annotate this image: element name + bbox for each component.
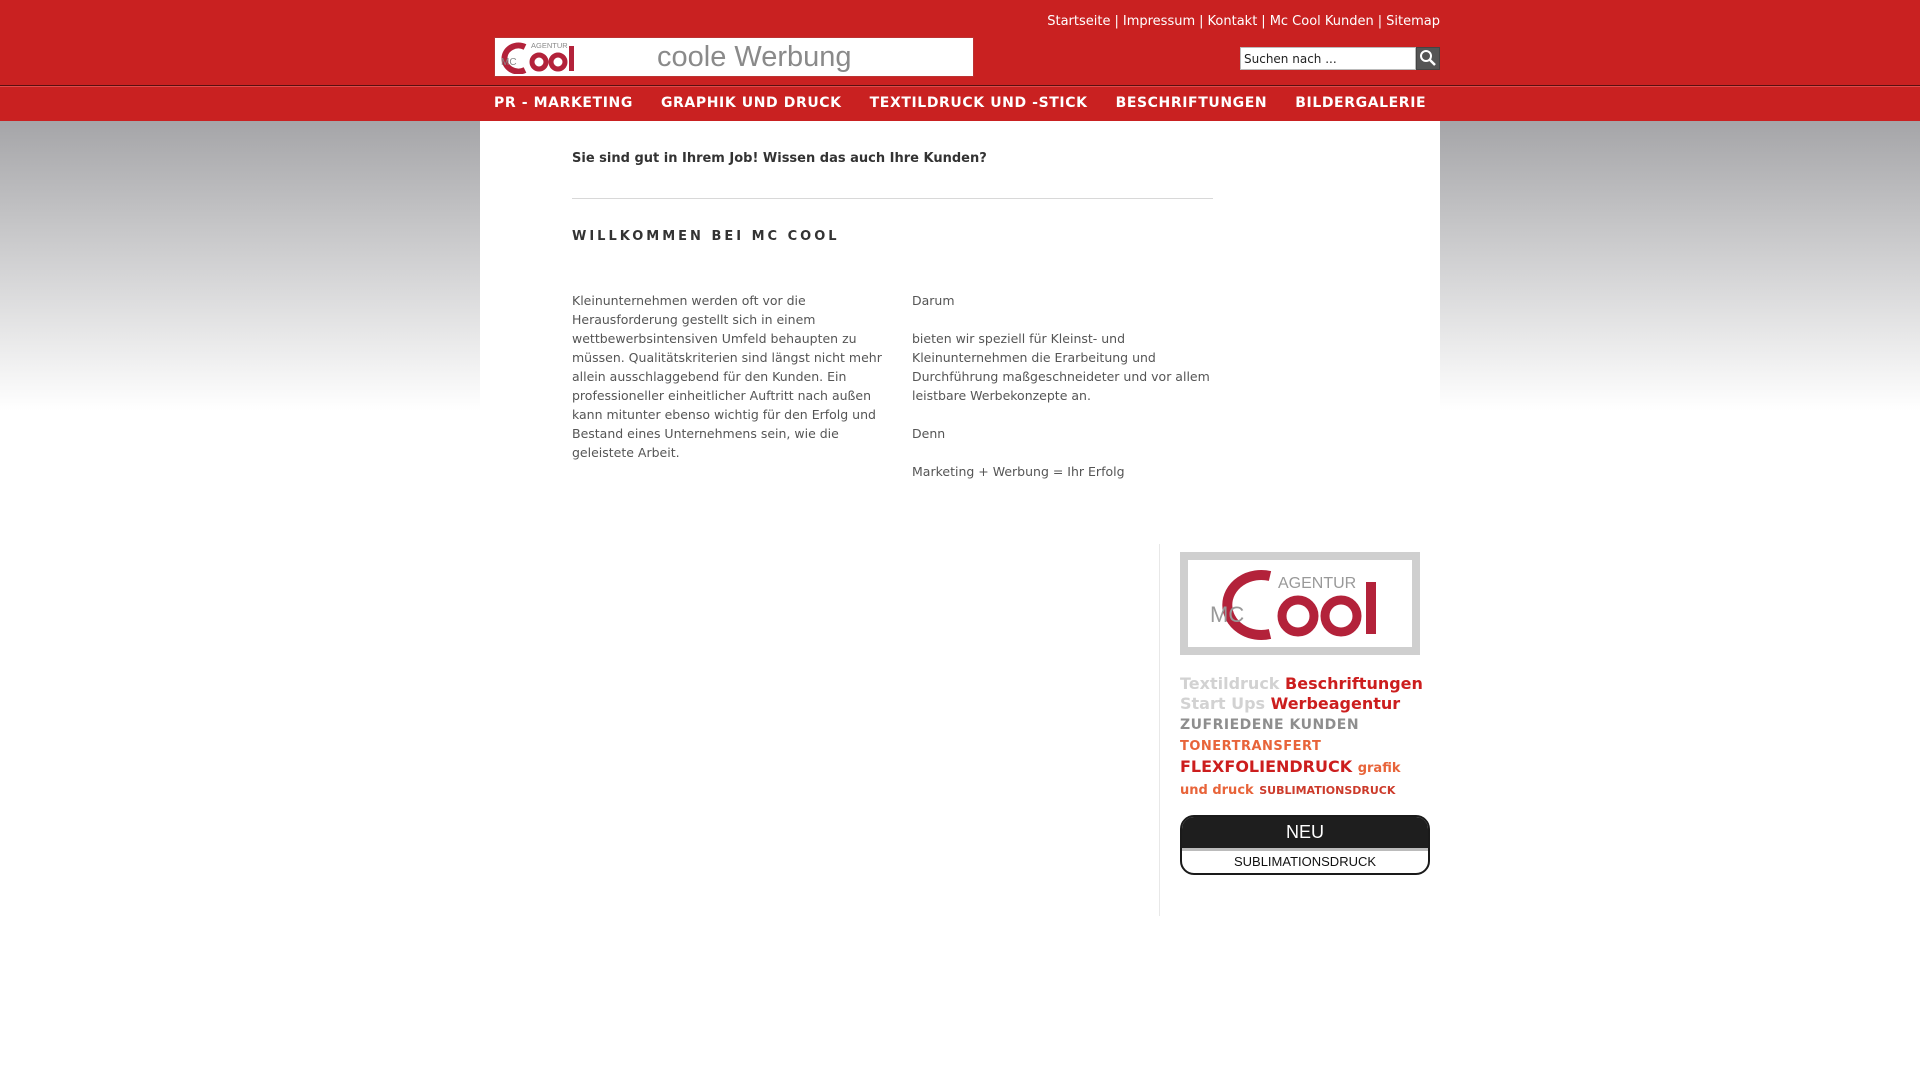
site-logo[interactable] <box>494 37 974 77</box>
tag-cloud <box>1180 674 1430 801</box>
right-column <box>912 291 1217 500</box>
top-link-kunden[interactable]: Mc Cool Kunden <box>1269 14 1374 29</box>
right-paragraph: Marketing + Werbung = Ihr Erfolg <box>912 464 1125 479</box>
separator: | <box>1261 14 1266 29</box>
nav-item-textildruck[interactable]: TEXTILDRUCK UND -STICK <box>869 95 1088 111</box>
badge-title: NEU <box>1182 817 1428 851</box>
logo-mark <box>495 40 595 74</box>
svg-text:AGENTUR: AGENTUR <box>531 41 568 50</box>
nav-item-bildergalerie[interactable]: BILDERGALERIE <box>1295 95 1427 111</box>
search-icon <box>1418 48 1438 67</box>
welcome-heading: WILLKOMMEN BEI MC COOL <box>572 229 840 244</box>
separator: | <box>1199 14 1204 29</box>
tag-link[interactable]: FLEXFOLIENDRUCK <box>1180 757 1353 776</box>
left-paragraph: Kleinunternehmen werden oft vor die Herausforderung gestellt sich in einem wettbewerbsintensiven Umfeld behaupten zu müssen. Qualitätskriterien sind längst nicht mehr allein ausschlaggebend für den Kunden. Ein professioneller einheitlicher Auftritt nach außen kann mitunter ebenso wichtig für den Erfolg und Bestand eines Unternehmens sein, wie die geleistete Arbeit. <box>572 293 882 460</box>
sidebar <box>1159 544 1430 916</box>
svg-text:AGENTUR: AGENTUR <box>1278 575 1357 592</box>
right-paragraph: bieten wir speziell für Kleinst- und Kleinunternehmen die Erarbeitung und Durchführung maßgeschneideter und vor allem leistbare Werbekonzepte an. <box>912 331 1210 403</box>
nav-item-pr-marketing[interactable]: PR - MARKETING <box>494 95 633 111</box>
divider <box>572 198 1213 199</box>
tag-link[interactable]: Beschriftungen <box>1285 674 1423 693</box>
tag-link[interactable]: grafik und druck <box>1180 761 1401 798</box>
nav-item-graphik-und-druck[interactable]: GRAPHIK UND DRUCK <box>660 95 842 111</box>
top-link-startseite[interactable]: Startseite <box>1047 14 1111 29</box>
site-header <box>0 0 1920 86</box>
tag-link[interactable]: ZUFRIEDENE KUNDEN <box>1180 717 1360 733</box>
top-navigation <box>1047 14 1440 29</box>
top-link-impressum[interactable]: Impressum <box>1122 14 1196 29</box>
top-link-sitemap[interactable]: Sitemap <box>1386 14 1440 29</box>
right-paragraph: Denn <box>912 426 946 441</box>
separator: | <box>1114 14 1119 29</box>
sidebar-logo[interactable] <box>1180 552 1420 655</box>
tag-link[interactable]: Textildruck <box>1180 674 1280 693</box>
svg-text:MC: MC <box>501 57 517 68</box>
main-navigation <box>0 86 1920 121</box>
logo-tagline: coole Werbung <box>657 41 852 73</box>
logo-mark <box>1188 560 1412 647</box>
badge-subtitle: SUBLIMATIONSDRUCK <box>1233 854 1377 869</box>
search-button[interactable] <box>1416 47 1440 70</box>
tag-link[interactable]: SUBLIMATIONSDRUCK <box>1259 784 1396 797</box>
search-input[interactable] <box>1240 47 1416 70</box>
search-form <box>1240 47 1440 70</box>
separator: | <box>1377 14 1383 29</box>
tag-link[interactable]: TONERTRANSFERT <box>1180 739 1322 754</box>
tag-link[interactable]: Start Ups <box>1180 694 1266 713</box>
sidebar-logo-frame <box>1188 560 1412 647</box>
left-column <box>572 291 892 481</box>
nav-item-beschriftungen[interactable]: BESCHRIFTUNGEN <box>1115 95 1268 111</box>
tag-link[interactable]: Werbeagentur <box>1270 694 1401 713</box>
right-paragraph: Darum <box>912 293 955 308</box>
top-link-kontakt[interactable]: Kontakt <box>1207 14 1258 29</box>
neu-sublimationsdruck-banner[interactable] <box>1180 815 1430 875</box>
intro-text: Sie sind gut in Ihrem Job! Wissen das auch Ihre Kunden? <box>572 151 987 166</box>
svg-text:MC: MC <box>1210 602 1245 627</box>
